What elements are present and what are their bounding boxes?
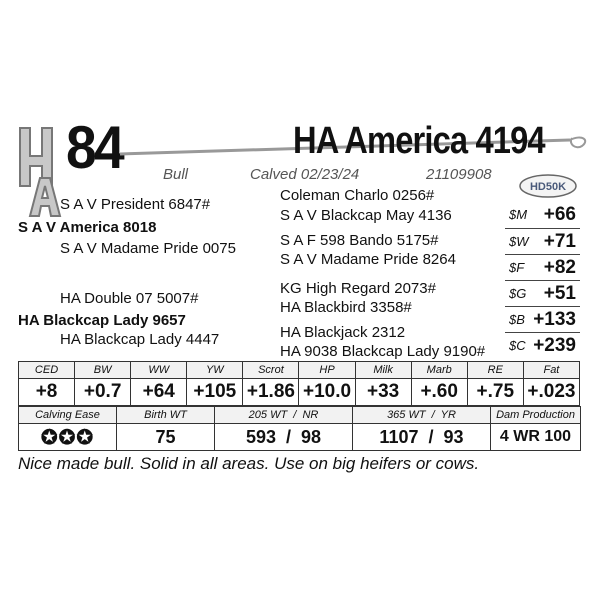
epd-header-re: RE bbox=[467, 362, 523, 379]
pedigree-sire-sire: S A V President 6847# bbox=[60, 196, 211, 213]
performance-header-row bbox=[19, 407, 581, 424]
nr-value: 98 bbox=[301, 426, 322, 447]
dollar-row-f bbox=[505, 254, 580, 281]
dollar-value: +133 bbox=[533, 309, 576, 330]
lot-number: 84 bbox=[66, 114, 122, 181]
pedigree-right-1: Coleman Charlo 0256# bbox=[280, 187, 435, 204]
pedigree-right-8: HA 9038 Blackcap Lady 9190# bbox=[280, 343, 486, 360]
registration-number: 21109908 bbox=[426, 166, 492, 183]
perf-header-birth-wt: Birth WT bbox=[117, 407, 215, 424]
dollar-value: +51 bbox=[543, 283, 576, 304]
epd-header-fat: Fat bbox=[523, 362, 579, 379]
epd-value-hp: +10.0 bbox=[299, 379, 355, 406]
ha-brand-logo-icon bbox=[16, 126, 64, 218]
perf-header-205: 205 WT / NR bbox=[215, 407, 353, 424]
pedigree-sire: S A V America 8018 bbox=[18, 219, 157, 236]
pedigree-right-4: S A V Madame Pride 8264 bbox=[280, 251, 456, 268]
epd-value-yw: +105 bbox=[187, 379, 243, 406]
epd-header-marb: Marb bbox=[411, 362, 467, 379]
hd50k-badge-text: HD50K bbox=[529, 181, 567, 193]
dollar-label: $G bbox=[509, 286, 527, 301]
pedigree-right-5: KG High Regard 2073# bbox=[280, 280, 436, 297]
perf-header-calving-ease: Calving Ease bbox=[19, 407, 117, 424]
dollar-value: +82 bbox=[543, 257, 576, 278]
dollar-row-c bbox=[505, 332, 580, 359]
dollar-row-m bbox=[505, 202, 580, 228]
pedigree-right-2: S A V Blackcap May 4136 bbox=[280, 207, 452, 224]
pedigree-right-7: HA Blackjack 2312 bbox=[280, 324, 406, 341]
epd-value-ced: +8 bbox=[19, 379, 75, 406]
performance-value-row bbox=[19, 424, 581, 451]
wt205-value: 593 bbox=[245, 426, 276, 447]
dam-production-value: 4 WR 100 bbox=[491, 424, 581, 451]
pedigree-dam: HA Blackcap Lady 9657 bbox=[18, 312, 186, 329]
epd-value-ww: +64 bbox=[131, 379, 187, 406]
calving-ease-symbol: ✪✪✪ bbox=[40, 426, 95, 449]
comments: Nice made bull. Solid in all areas. Use on big heifers or cows. bbox=[18, 454, 480, 473]
dollar-label: $W bbox=[509, 234, 529, 249]
epd-header-yw: YW bbox=[187, 362, 243, 379]
pedigree-sire-dam: S A V Madame Pride 0075 bbox=[60, 240, 236, 257]
epd-value-scrot: +1.86 bbox=[243, 379, 299, 406]
dollar-value: +239 bbox=[533, 335, 576, 356]
dollar-row-g bbox=[505, 280, 580, 307]
dollar-label: $F bbox=[509, 260, 525, 275]
wt365-value: 1107 bbox=[379, 426, 419, 447]
epd-header-milk: Milk bbox=[355, 362, 411, 379]
birth-wt-value: 75 bbox=[117, 424, 215, 451]
performance-table bbox=[18, 406, 581, 451]
epd-header-ced: CED bbox=[19, 362, 75, 379]
calving-ease-stars-icon bbox=[19, 424, 117, 451]
epd-header-bw: BW bbox=[75, 362, 131, 379]
separator: / bbox=[286, 426, 292, 447]
epd-value-marb: +.60 bbox=[411, 379, 467, 406]
lot-title: HA America 4194 bbox=[293, 120, 545, 162]
epd-value-milk: +33 bbox=[355, 379, 411, 406]
epd-value-bw: +0.7 bbox=[75, 379, 131, 406]
dollar-label: $M bbox=[509, 207, 528, 222]
epd-header-hp: HP bbox=[299, 362, 355, 379]
calved-date: Calved 02/23/24 bbox=[250, 166, 360, 183]
dollar-row-b bbox=[505, 306, 580, 333]
pedigree-dam-sire: HA Double 07 5007# bbox=[60, 290, 199, 307]
epd-value-re: +.75 bbox=[467, 379, 523, 406]
epd-header-row bbox=[19, 362, 580, 379]
dollar-label: $C bbox=[509, 338, 526, 353]
epd-table bbox=[18, 361, 580, 406]
sex-label: Bull bbox=[163, 166, 189, 183]
perf-header-dam-production: Dam Production bbox=[491, 407, 581, 424]
epd-value-fat: +.023 bbox=[523, 379, 579, 406]
perf-header-365: 365 WT / YR bbox=[353, 407, 491, 424]
wt365-cell bbox=[353, 424, 491, 451]
dollar-row-w bbox=[505, 228, 580, 255]
dollar-label: $B bbox=[509, 312, 525, 327]
yr-value: 93 bbox=[443, 426, 464, 447]
separator: / bbox=[428, 426, 434, 447]
pedigree-right-6: HA Blackbird 3358# bbox=[280, 299, 412, 316]
dollar-index-box bbox=[505, 202, 580, 360]
dollar-value: +71 bbox=[543, 231, 576, 252]
wt205-cell bbox=[215, 424, 353, 451]
pedigree-dam-dam: HA Blackcap Lady 4447 bbox=[60, 331, 220, 348]
epd-header-scrot: Scrot bbox=[243, 362, 299, 379]
pedigree-right-3: S A F 598 Bando 5175# bbox=[280, 232, 439, 249]
hd50k-badge bbox=[518, 173, 578, 199]
dollar-value: +66 bbox=[543, 204, 576, 225]
epd-header-ww: WW bbox=[131, 362, 187, 379]
epd-value-row bbox=[19, 379, 580, 406]
